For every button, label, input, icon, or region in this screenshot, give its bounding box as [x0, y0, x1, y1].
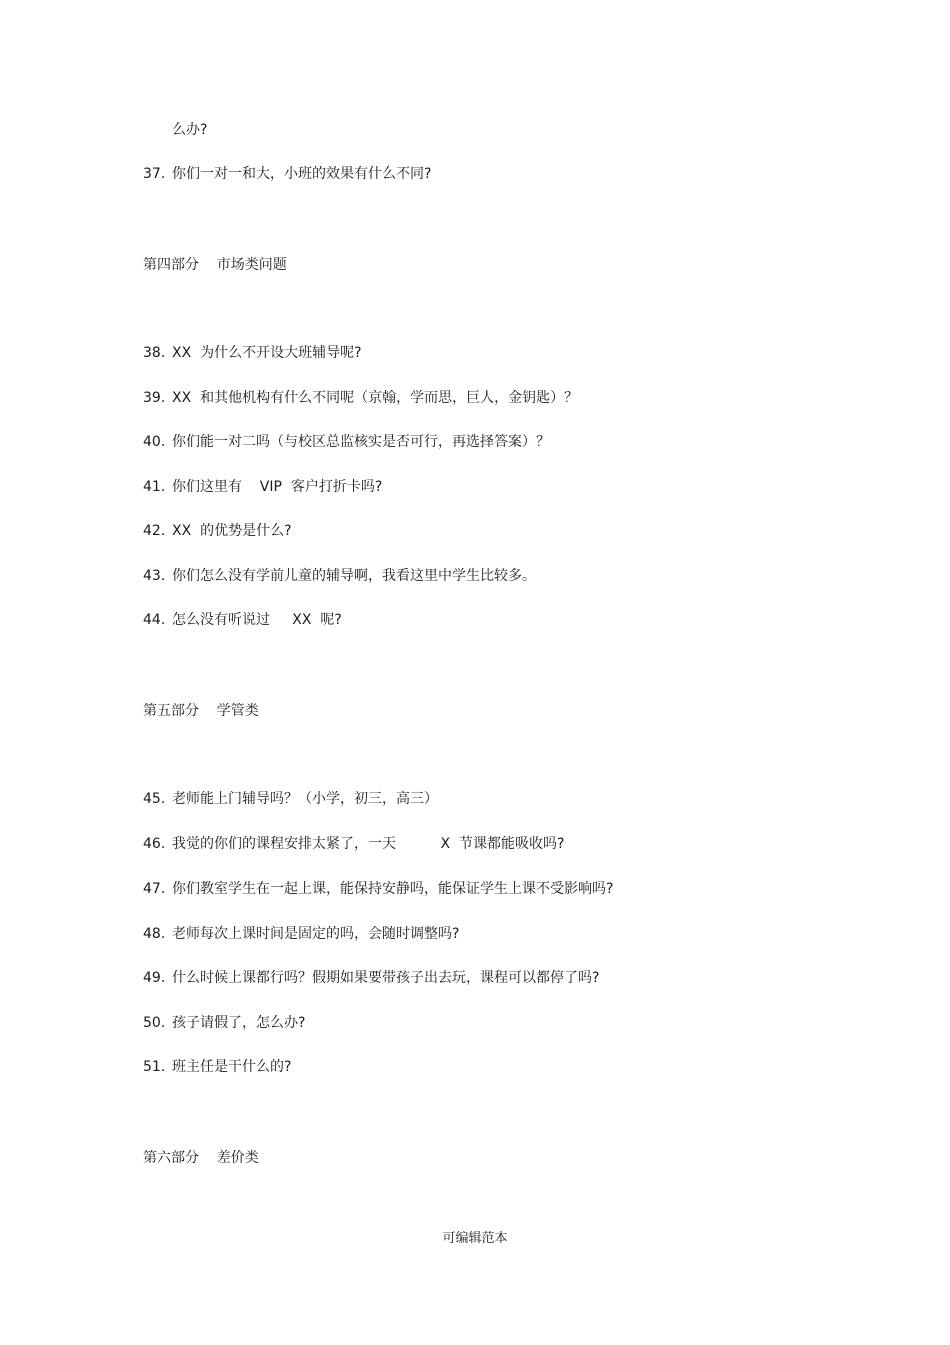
question-number: 47.	[143, 881, 166, 897]
question-text: 你们这里有 VIP 客户打折卡吗?	[172, 479, 383, 495]
question-number: 38.	[143, 345, 166, 361]
question-text: 老师每次上课时间是固定的吗，会随时调整吗?	[172, 926, 460, 942]
question-number: 50.	[143, 1015, 166, 1031]
question-44	[143, 610, 342, 630]
question-text: 怎么没有听说过 XX 呢?	[172, 612, 342, 628]
question-text: XX 为什么不开设大班辅导呢?	[172, 345, 362, 361]
question-text: XX 和其他机构有什么不同呢（京翰，学而思，巨人，金钥匙）？	[172, 390, 579, 406]
question-46	[143, 834, 564, 854]
question-number: 40.	[143, 434, 166, 450]
question-43	[143, 566, 536, 586]
question-number: 41.	[143, 479, 166, 495]
question-number: 43.	[143, 568, 166, 584]
question-47	[143, 879, 613, 899]
question-50	[143, 1013, 305, 1033]
question-text: 你们一对一和大，小班的效果有什么不同?	[172, 166, 432, 182]
question-text: 老师能上门辅导吗？（小学，初三，高三）	[172, 791, 438, 807]
continuation-text: 么办?	[172, 122, 208, 138]
question-number: 51.	[143, 1059, 166, 1075]
question-41	[143, 477, 382, 497]
question-text: 你们能一对二吗（与校区总监核实是否可行，再选择答案）？	[172, 434, 550, 450]
question-39	[143, 388, 578, 408]
question-text: 什么时候上课都行吗？假期如果要带孩子出去玩，课程可以都停了吗?	[172, 970, 600, 986]
question-number: 39.	[143, 390, 166, 406]
question-text: 我觉的你们的课程安排太紧了，一天 X 节课都能吸收吗?	[172, 836, 565, 852]
question-49	[143, 968, 599, 988]
question-40	[143, 432, 550, 452]
question-text: 你们怎么没有学前儿童的辅导啊，我看这里中学生比较多。	[172, 568, 536, 584]
question-37	[143, 164, 431, 184]
page-footer: 可编辑范本	[442, 1231, 508, 1246]
question-text: 你们教室学生在一起上课，能保持安静吗，能保证学生上课不受影响吗?	[172, 881, 614, 897]
question-number: 46.	[143, 836, 166, 852]
question-number: 48.	[143, 926, 166, 942]
question-42	[143, 521, 292, 541]
question-48	[143, 924, 459, 944]
question-45	[143, 789, 438, 809]
question-38	[143, 343, 362, 363]
section-heading-5: 第五部分 学管类	[143, 703, 259, 719]
question-number: 42.	[143, 523, 166, 539]
question-text: 班主任是干什么的?	[172, 1059, 292, 1075]
question-text: XX 的优势是什么?	[172, 523, 292, 539]
question-51	[143, 1057, 291, 1077]
question-number: 37.	[143, 166, 166, 182]
question-text: 孩子请假了，怎么办?	[172, 1015, 306, 1031]
question-number: 45.	[143, 791, 166, 807]
section-heading-4: 第四部分 市场类问题	[143, 257, 287, 273]
question-number: 49.	[143, 970, 166, 986]
question-number: 44.	[143, 612, 166, 628]
section-heading-6: 第六部分 差价类	[143, 1150, 259, 1166]
